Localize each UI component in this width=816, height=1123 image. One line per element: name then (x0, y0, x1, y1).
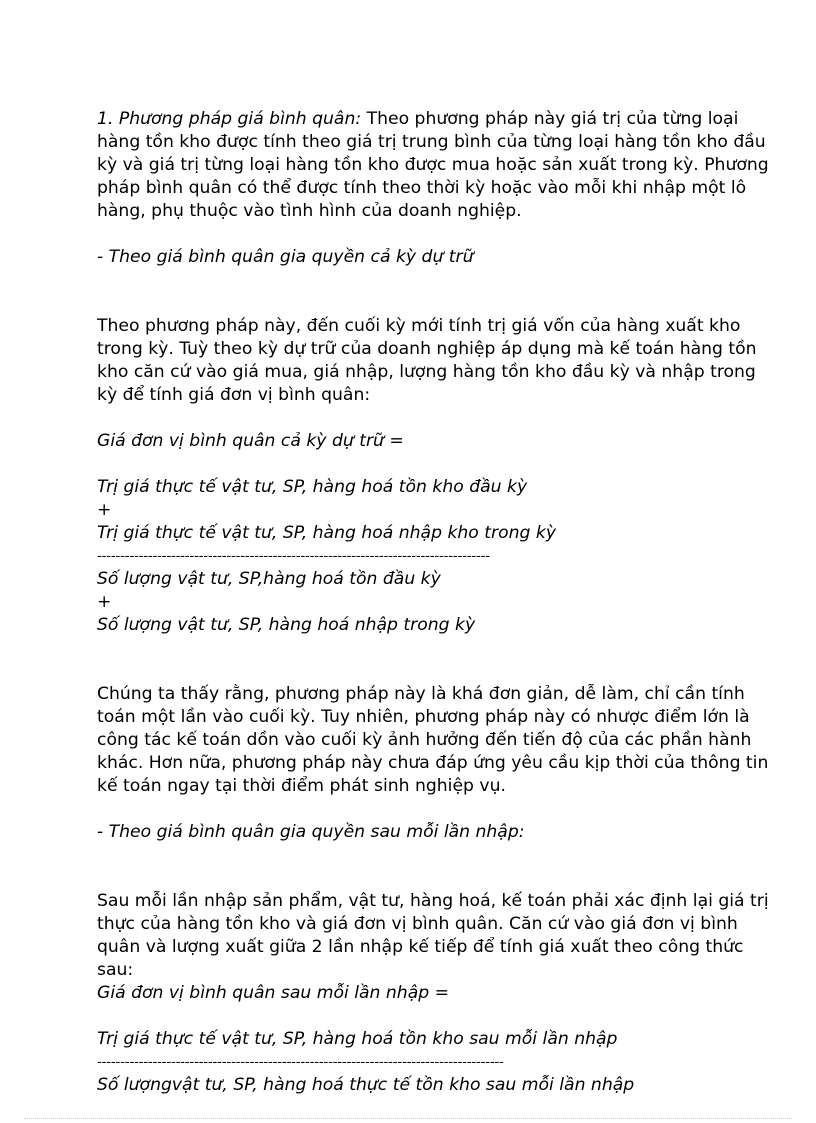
document-page (97, 108, 777, 1097)
section2-numerator: Trị giá thực tế vật tư, SP, hàng hoá tồn kho sau mỗi lần nhập (97, 1029, 618, 1049)
section1-body: Theo phương pháp này, đến cuối kỳ mới tính trị giá vốn của hàng xuất kho trong kỳ. Tuỳ theo kỳ dự trữ của doanh nghiệp áp dụng mà kế toán hàng tồn kho căn cứ vào giá mua, giá nhập, lượng hàng tồn kho đầu kỳ và nhập trong kỳ để tính giá đơn vị bình quân: (97, 316, 757, 405)
section1-plus-2: + (97, 592, 112, 612)
section1-denominator-1: Số lượng vật tư, SP,hàng hoá tồn đầu kỳ (97, 569, 441, 589)
section2-formula-label: Giá đơn vị bình quân sau mỗi lần nhập = (97, 983, 450, 1003)
section1-fraction-separator: ------------------------------------------------------------------------------------- (97, 548, 490, 564)
intro-text: Theo phương pháp này giá trị của từng loại hàng tồn kho được tính theo giá trị trung bình của từng loại hàng tồn kho đầu kỳ và giá trị từng loại hàng tồn kho được mua hoặc sản xuất trong kỳ. Phương pháp bình quân có thể được tính theo thời kỳ hoặc vào mỗi khi nhập một lô hàng, phụ thuộc vào tình hình của doanh nghiệp. (97, 109, 769, 221)
section1-numerator-1: Trị giá thực tế vật tư, SP, hàng hoá tồn kho đầu kỳ (97, 477, 528, 497)
section2-denominator: Số lượngvật tư, SP, hàng hoá thực tế tồn kho sau mỗi lần nhập (97, 1075, 635, 1095)
section1-numerator-2: Trị giá thực tế vật tư, SP, hàng hoá nhập kho trong kỳ (97, 523, 556, 543)
intro-heading: 1. Phương pháp giá bình quân: (97, 109, 362, 129)
page-bottom-border (24, 1118, 792, 1119)
section2-title: - Theo giá bình quân gia quyền sau mỗi lần nhập: (97, 822, 525, 842)
section1-formula-label: Giá đơn vị bình quân cả kỳ dự trữ = (97, 431, 404, 451)
section2-body: Sau mỗi lần nhập sản phẩm, vật tư, hàng hoá, kế toán phải xác định lại giá trị thực của hàng tồn kho và giá đơn vị bình quân. Căn cứ vào giá đơn vị bình quân và lượng xuất giữa 2 lần nhập kế tiếp để tính giá xuất theo công thức sau: (97, 891, 769, 980)
section1-denominator-2: Số lượng vật tư, SP, hàng hoá nhập trong kỳ (97, 615, 476, 635)
section1-plus-1: + (97, 500, 112, 520)
section1-title: - Theo giá bình quân gia quyền cả kỳ dự trữ (97, 247, 474, 267)
section2-fraction-separator: ---------------------------------------------------------------------------------------- (97, 1054, 504, 1070)
section1-commentary: Chúng ta thấy rằng, phương pháp này là khá đơn giản, dễ làm, chỉ cần tính toán một lần vào cuối kỳ. Tuy nhiên, phương pháp này có nhược điểm lớn là công tác kế toán dồn vào cuối kỳ ảnh hưởng đến tiến độ của các phần hành khác. Hơn nữa, phương pháp này chưa đáp ứng yêu cầu kịp thời của thông tin kế toán ngay tại thời điểm phát sinh nghiệp vụ. (97, 684, 769, 796)
intro-paragraph (97, 108, 777, 223)
